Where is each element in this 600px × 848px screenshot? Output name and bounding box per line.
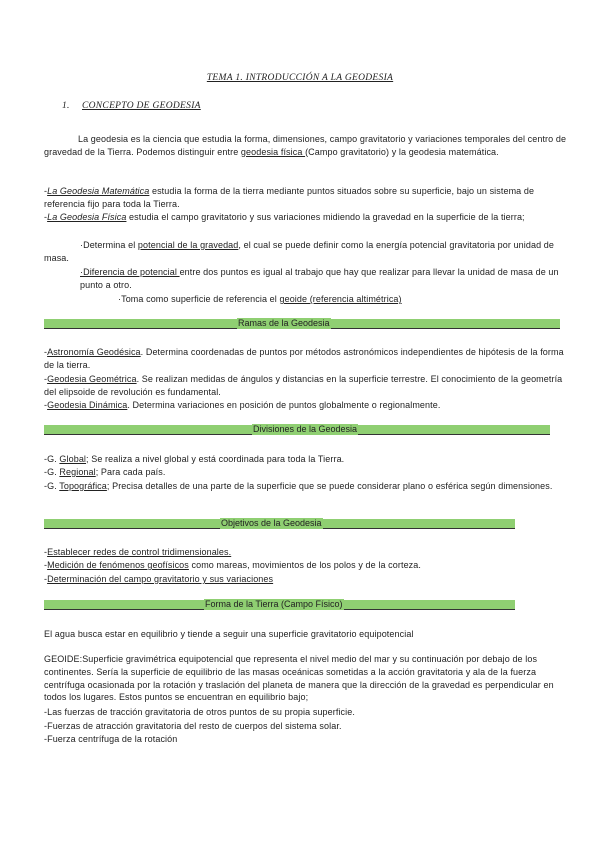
geoide-link: geoide (referencia altimétrica)	[279, 294, 402, 304]
objetivo-2: -Medición de fenómenos geofísicos como mareas, movimientos de los polos y de la corteza.	[44, 560, 421, 570]
sub1-post: , el cual se puede definir como la energía potencial gravitatoria por unidad de masa.	[44, 240, 555, 263]
def-geodesia-fisica: -La Geodesia Física estudia el campo gravitatorio y sus variaciones midiendo la gravedad en la superficie de la tierra;	[44, 212, 525, 222]
geodesia-fisica-text: estudia el campo gravitatorio y sus variaciones midiendo la gravedad en la superficie de la tierra;	[126, 212, 525, 222]
fuerza-2: -Fuerzas de atracción gravitatoria del resto de cuerpos del sistema solar.	[44, 721, 342, 731]
rama-dinamica: -Geodesia Dinámica. Determina variaciones en posición de puntos globalmente o regionalmente.	[44, 400, 441, 410]
regional-text: ; Para cada país.	[95, 467, 166, 477]
section-heading	[62, 101, 201, 111]
geodesia-matematica-text: estudia la forma de la tierra mediante puntos situados sobre su superficie, bajo un sistema de referencia fijo para toda la Tierra.	[44, 186, 535, 209]
geodesia-fisica-term: La Geodesia Física	[47, 212, 127, 222]
sub-diferencia-potencial	[80, 266, 560, 292]
objetivo-3: -Determinación del campo gravitatorio y sus variaciones	[44, 574, 274, 584]
page-title: TEMA 1. INTRODUCCIÓN A LA GEODESIA	[206, 73, 394, 83]
dinamica-text: . Determina variaciones en posición de puntos globalmente o regionalmente.	[127, 400, 441, 410]
potencial-gravedad-link: potencial de la gravedad	[137, 240, 239, 250]
objetivo-3-text: Determinación del campo gravitatorio y sus variaciones	[47, 574, 274, 584]
bar-divisiones	[44, 425, 550, 435]
fuerza-1: -Las fuerzas de tracción gravitatoria de otros puntos de su propia superficie.	[44, 707, 355, 717]
sub-geoide	[118, 293, 558, 306]
bar-objetivos	[44, 519, 515, 529]
geodesia-fisica-link: geodesia física	[240, 146, 306, 157]
forma-intro: El agua busca estar en equilibrio y tiende a seguir una superficie gravitatorio equipotencial	[44, 629, 414, 639]
intro-text: La geodesia es la ciencia que estudia la forma, dimensiones, campo gravitatorio y variaciones temporales del centro de gravedad de la Tierra. Podemos distinguir entre	[44, 134, 567, 157]
def-geodesia-matematica: -La Geodesia Matemática estudia la forma de la tierra mediante puntos situados sobre su superficie, bajo un sistema de referencia fijo para toda la Tierra.	[44, 186, 535, 209]
intro-text-end: (Campo gravitatorio) y la geodesia matemática.	[305, 146, 499, 157]
geoide-paragraph: GEOIDE:Superficie gravimétrica equipotencial que representa el nivel medio del mar y su continuación por debajo de los continentes. Sería la superficie de equilibrio de las masas oceánicas sometidas a la acción gravitatoria y ala de la fuerza centrífuga ocasionada por la rotación y traslación del planeta de manera que la dirección de la gravedad es perpendicular en todos los lugares. Estos puntos se encuentran en equilibrio bajo;	[44, 654, 554, 703]
division-regional	[44, 466, 569, 479]
global-text: ; Se realiza a nivel global y está coordinada para toda la Tierra.	[86, 454, 345, 464]
global-prefix: -G.	[44, 454, 60, 464]
global-term: Global	[59, 454, 87, 464]
sub-potencial-gravedad	[44, 239, 569, 265]
bar-objetivos-label: Objetivos de la Geodesia	[221, 518, 322, 528]
fuerza-3: -Fuerza centrífuga de la rotación	[44, 734, 178, 744]
topo-term: Topográfica	[59, 481, 107, 491]
objetivo-2-term: Medición de fenómenos geofísicos	[47, 560, 189, 570]
bar-forma-label: Forma de la Tierra (Campo Físico)	[205, 599, 343, 609]
bar-forma	[44, 600, 515, 610]
topo-prefix: -G.	[44, 481, 60, 491]
geometrica-text: . Se realizan medidas de ángulos y distancias en la superficie terrestre. El conocimiento de la geometría del elipsoide de revolución es fundamental.	[44, 374, 563, 397]
sub2-post: entre dos puntos es igual al trabajo que hay que realizar para llevar la unidad de masa de un punto a otro.	[80, 267, 559, 290]
bar-divisiones-label: Divisiones de la Geodesia	[253, 424, 358, 434]
objetivo-1: -Establecer redes de control tridimensionales.	[44, 547, 232, 557]
intro-paragraph	[44, 133, 569, 159]
bar-ramas	[44, 319, 560, 329]
diferencia-potencial-link: ·Diferencia de potencial	[80, 267, 180, 277]
section-label: CONCEPTO DE GEODESIA	[82, 101, 201, 111]
division-global	[44, 453, 569, 466]
astronomia-text: . Determina coordenadas de puntos por métodos astronómicos independientes de hipótesis de la forma de la tierra.	[44, 347, 564, 370]
geometrica-term: Geodesia Geométrica	[47, 374, 137, 384]
regional-prefix: -G.	[44, 467, 60, 477]
section-number: 1.	[62, 101, 70, 111]
sub3-pre: ·Toma como superficie de referencia el	[118, 294, 280, 304]
rama-geometrica: -Geodesia Geométrica. Se realizan medidas de ángulos y distancias en la superficie terrestre. El conocimiento de la geometría del elipsoide de revolución es fundamental.	[44, 374, 563, 397]
division-topografica	[44, 480, 569, 493]
dinamica-term: Geodesia Dinámica	[47, 400, 128, 410]
topo-text: ; Precisa detalles de una parte de la superficie que se puede considerar plano o esférica según dimensiones.	[106, 481, 553, 491]
regional-term: Regional	[59, 467, 96, 477]
astronomia-term: Astronomía Geodésica	[47, 347, 141, 357]
rama-astronomia: -Astronomía Geodésica. Determina coordenadas de puntos por métodos astronómicos independientes de hipótesis de la forma de la tierra.	[44, 347, 564, 370]
bar-ramas-label: Ramas de la Geodesia	[238, 318, 330, 328]
objetivo-1-text: Establecer redes de control tridimensionales.	[47, 547, 232, 557]
sub1-pre: ·Determina el	[80, 240, 138, 250]
geodesia-matematica-term: La Geodesia Matemática	[47, 186, 150, 196]
objetivo-2-text: como mareas, movimientos de los polos y de la corteza.	[188, 560, 421, 570]
